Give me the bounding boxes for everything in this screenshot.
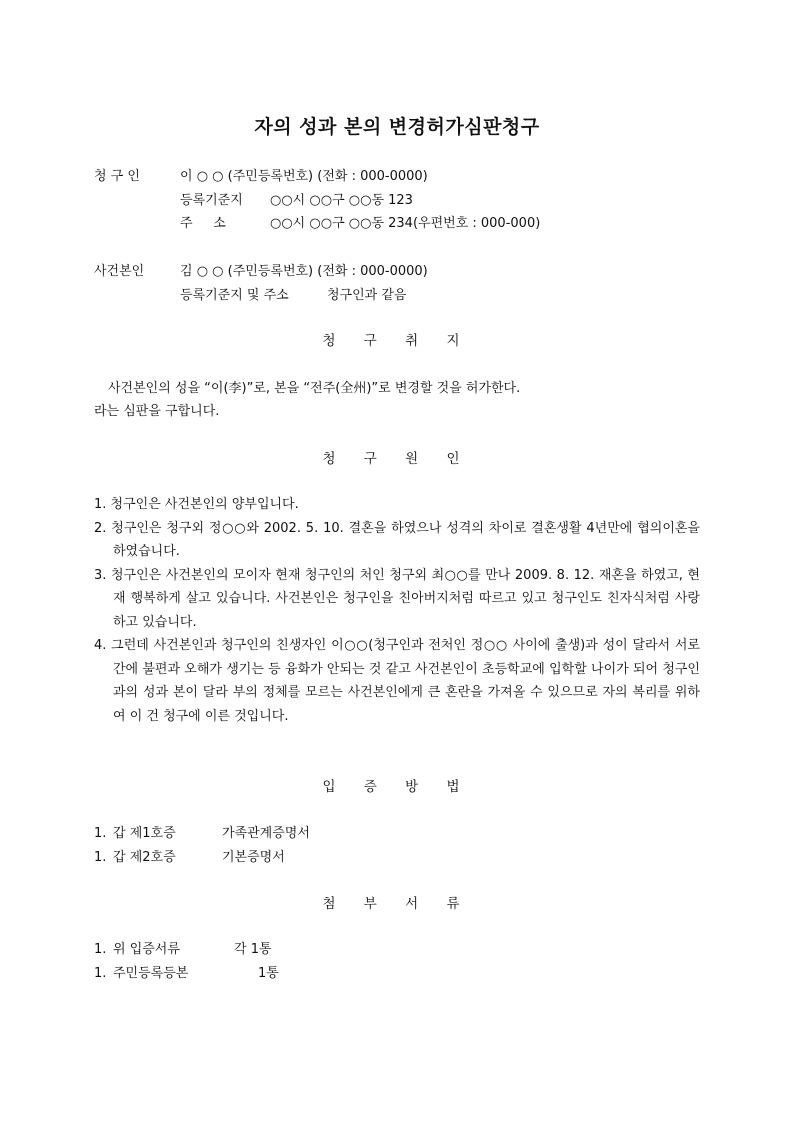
cause-item-3: 3. 청구인은 사건본인의 모이자 현재 청구인의 처인 청구외 최○○를 만나 2009. 8. 12. 재혼을 하였고, 현재 행복하게 살고 있습니다. 사건본인은 청구인을 친아버지처럼 따르고 있고 청구인도 친자식처럼 사랑하고 있습니다. (94, 567, 700, 630)
subject-name-line: 김 ○ ○ (주민등록번호) (전화 : 000-0000) (180, 264, 428, 279)
evidence-item-2-doc: 기본증명서 (222, 850, 285, 865)
attachment-item-2-name: 주민등록등본 (113, 966, 189, 981)
causes-heading: 청 구 원 인 (322, 451, 472, 467)
subject-registry-address-label: 등록기준지 및 주소 (180, 288, 289, 303)
cause-item-2: 2. 청구인은 청구외 정○○와 2002. 5. 10. 결혼을 하였으나 성격의 차이로 결혼생활 4년만에 협의이혼을 하였습니다. (94, 520, 700, 559)
evidence-item-1-num: 1. (94, 826, 107, 841)
subject-label: 사건본인 (94, 264, 145, 279)
petitioner-address-label: 주 소 (180, 216, 226, 231)
attachment-item-2-num: 1. (94, 966, 107, 981)
subject-registry-address-value: 청구인과 같음 (327, 288, 407, 303)
attachments-heading: 첨 부 서 류 (322, 896, 472, 912)
causes-list (94, 493, 700, 728)
petitioner-name-line: 이 ○ ○ (주민등록번호) (전화 : 000-0000) (180, 169, 428, 184)
document-title: 자의 성과 본의 변경허가심판청구 (254, 116, 540, 138)
petitioner-label: 청 구 인 (94, 169, 140, 184)
purpose-line-1: 사건본인의 성을 “이(李)”로, 본을 “전주(全州)”로 변경할 것을 허가한다. (108, 381, 521, 396)
attachment-item-2-qty: 1통 (258, 966, 279, 981)
petitioner-address-value: ○○시 ○○구 ○○동 234(우편번호 : 000-000) (270, 216, 541, 231)
petitioner-registry-label: 등록기준지 (180, 193, 243, 208)
attachment-item-1-name: 위 입증서류 (113, 942, 180, 957)
attachment-item-1-num: 1. (94, 942, 107, 957)
purpose-line-2: 라는 심판을 구합니다. (94, 404, 220, 419)
evidence-item-2-code: 갑 제2호증 (113, 850, 176, 865)
evidence-item-1-doc: 가족관계증명서 (222, 826, 310, 841)
petitioner-registry-value: ○○시 ○○구 ○○동 123 (270, 193, 413, 208)
cause-item-4: 4. 그런데 사건본인과 청구인의 친생자인 이○○(청구인과 전처인 정○○ 사이에 출생)과 성이 달라서 서로간에 불편과 오해가 생기는 등 융화가 안되는 것 같고 사건본인이 초등학교에 입학할 나이가 되어 청구인과의 성과 본이 달라 부의 정체를 모르는 사건본인에게 큰 혼란을 가져올 수 있으므로 자의 복리를 위하여 이 건 청구에 이른 것입니다. (94, 638, 700, 724)
cause-item-1: 1. 청구인은 사건본인의 양부입니다. (94, 497, 299, 512)
evidence-heading: 입 증 방 법 (322, 779, 472, 795)
evidence-item-1-code: 갑 제1호증 (113, 826, 176, 841)
evidence-item-2-num: 1. (94, 850, 107, 865)
attachment-item-1-qty: 각 1통 (234, 942, 272, 957)
purpose-heading: 청 구 취 지 (322, 333, 472, 349)
